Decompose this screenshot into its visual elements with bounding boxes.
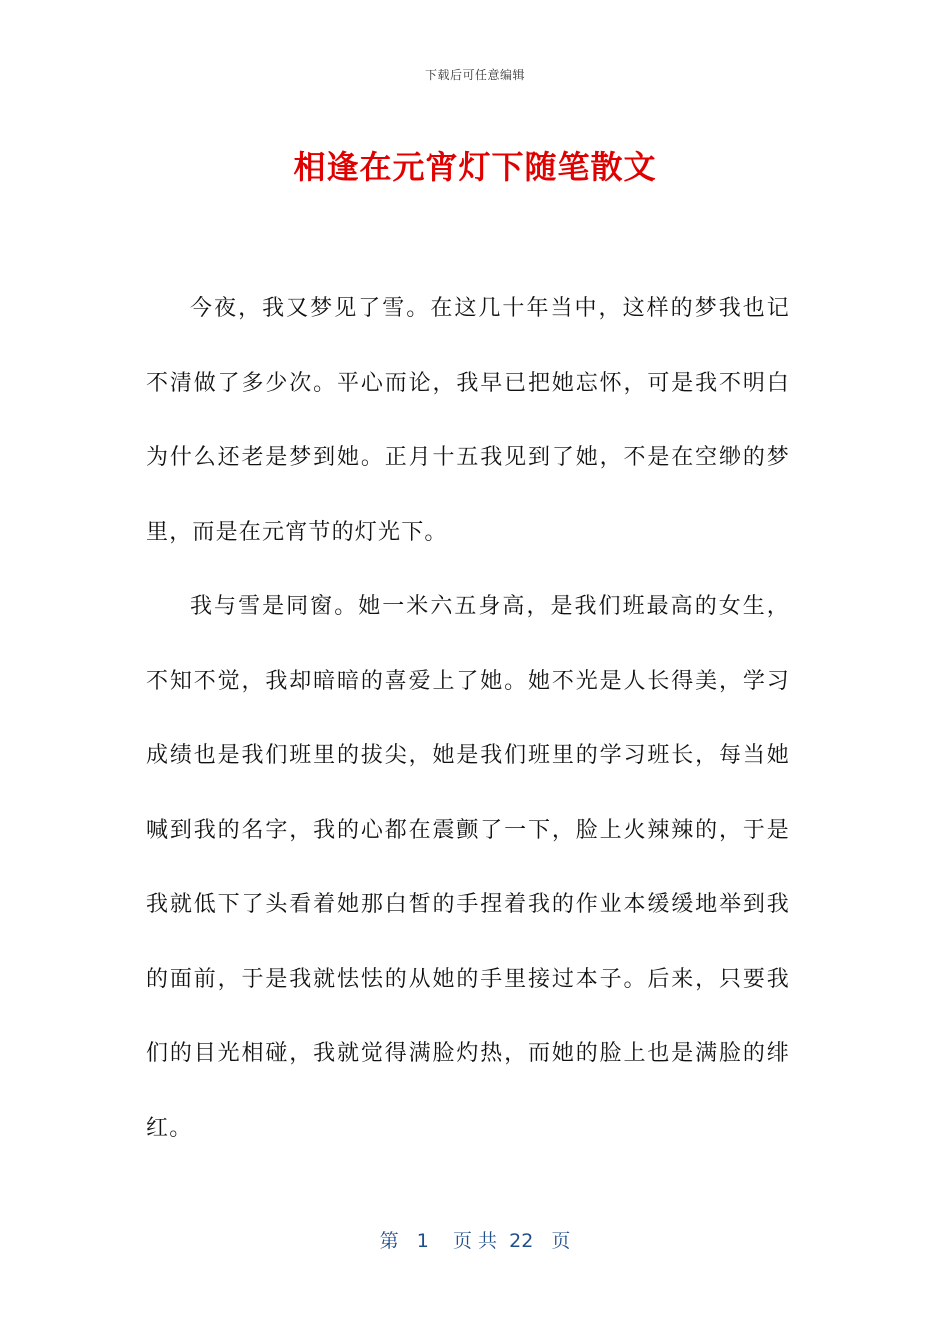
header-note: 下载后可任意编辑 (424, 68, 525, 82)
total-pages: 22 (509, 1230, 534, 1252)
footer-suffix: 页 (551, 1230, 571, 1252)
document-body (146, 272, 790, 1166)
current-page-number: 1 (416, 1230, 429, 1252)
footer-prefix: 第 (379, 1230, 399, 1252)
document-title: 相逢在元宵灯下随笔散文 (293, 148, 657, 186)
paragraph-1: 今夜，我又梦见了雪。在这几十年当中，这样的梦我也记不清做了多少次。平心而论，我早已把她忘怀，可是我不明白为什么还老是梦到她。正月十五我见到了她，不是在空缈的梦里，而是在元宵节的灯光下。 (146, 296, 790, 545)
paragraph-2: 我与雪是同窗。她一米六五身高，是我们班最高的女生，不知不觉，我却暗暗的喜爱上了她。她不光是人长得美，学习成绩也是我们班里的拔尖，她是我们班里的学习班长，每当她喊到我的名字，我的心都在震颤了一下，脸上火辣辣的，于是我就低下了头看着她那白皙的手捏着我的作业本缓缓地举到我的面前，于是我就怯怯的从她的手里接过本子。后来，只要我们的目光相碰，我就觉得满脸灼热，而她的脸上也是满脸的绯红。 (146, 594, 790, 1141)
footer-middle: 页 共 (452, 1230, 498, 1252)
page-footer (0, 1226, 950, 1253)
